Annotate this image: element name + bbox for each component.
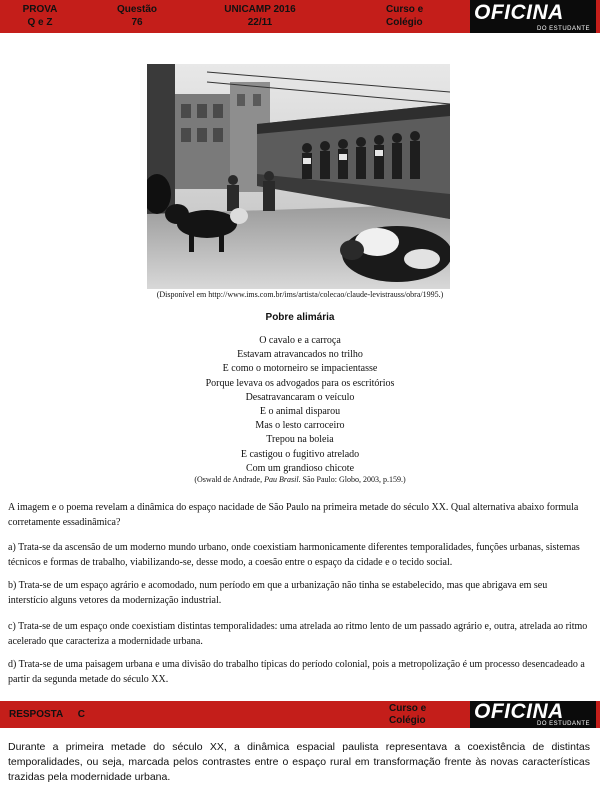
- poem-line: Estavam atravancados no trilho: [237, 349, 363, 361]
- answer-course-cell: [389, 703, 426, 727]
- answer-value: C: [77, 709, 85, 720]
- logo-subtitle: DO ESTUDANTE: [536, 26, 590, 32]
- source-suffix: . São Paulo: Globo, 2003, p.159.): [298, 475, 406, 484]
- answer-label: RESPOSTA: [9, 709, 63, 720]
- course-line2: Colégio: [386, 17, 423, 28]
- poem-line: Porque levava os advogados para os escritórios: [205, 377, 395, 389]
- answer-explanation: Durante a primeira metade do século XX, a dinâmica espacial paulista representava a coexistência de distintas temporalidades, ou seja, marcada pelos contrastes entre o espaço rural em transformação frente às novas características trazidas pela modernidade urbana.: [8, 741, 590, 783]
- alternative-b: b) Trata-se de um espaço agrário e acomodado, num período em que a urbanização não tinha se estabelecido, mas que abrigava em seu interstício alguns vetores da modernização industrial.: [8, 580, 548, 606]
- prova-value: Q e Z: [27, 17, 53, 28]
- answer-label-group: [9, 709, 85, 720]
- alternative-c: c) Trata-se de um espaço onde coexistiam distintas temporalidades: uma atrelada ao ritmo lento de um passado agrário e, outra, atrelada ao ritmo acelerado que caracteriza a modernidade urbana.: [8, 621, 588, 647]
- poem-line: Mas o lesto carroceiro: [255, 420, 345, 432]
- course-cell: [386, 3, 436, 29]
- header-bar: [0, 0, 600, 33]
- course-line2: Colégio: [389, 715, 426, 726]
- photo-caption: (Disponível em http://www.ims.com.br/ims/artista/colecao/claude-levistrauss/obra/1995.): [156, 290, 444, 299]
- course-line1: Curso e: [389, 703, 427, 714]
- alternative-d: d) Trata-se de uma paisagem urbana e uma divisão do trabalho típicas do período colonial, pois a metropolização é um processo desencadeado a partir da segunda metade do século XX.: [8, 659, 585, 685]
- questao-value: 76: [131, 17, 143, 28]
- question-text: A imagem e o poema revelam a dinâmica do espaço nacidade de São Paulo na primeira metade do século XX. Qual alternativa abaixo formula corretamente essadinâmica?: [8, 502, 579, 528]
- alternative-a: a) Trata-se da ascensão de um moderno mundo urbano, onde coexistiam harmonicamente diferentes temporalidades, funções urbanas, sistemas técnicos e formas de trabalho, viabilizando-se, desse modo, a coesão entre o espaço da cidade e o tecido social.: [8, 542, 580, 568]
- poem-body: [0, 334, 600, 476]
- poem-line: Com um grandioso chicote: [245, 462, 355, 474]
- logo-wordmark: OFICINA: [474, 1, 564, 24]
- source-prefix: (Oswald de Andrade,: [194, 475, 265, 484]
- prova-label: PROVA: [22, 4, 58, 15]
- questao-cell: [102, 3, 172, 29]
- poem-line: O cavalo e a carroça: [259, 335, 341, 346]
- poem-line: E como o motorneiro se impacientasse: [222, 363, 378, 375]
- questao-label: Questão: [116, 4, 157, 15]
- poem-source: [0, 475, 600, 484]
- poem-line: Desatravancaram o veículo: [245, 391, 355, 403]
- source-work: Pau Brasil: [264, 475, 299, 484]
- logo-subtitle: DO ESTUDANTE: [536, 721, 590, 727]
- course-line1: Curso e: [386, 4, 424, 15]
- historical-photo: [147, 64, 450, 289]
- poem-line: E o animal disparou: [259, 405, 341, 417]
- logo-wordmark: OFICINA: [474, 700, 564, 723]
- exam-cell: [210, 3, 310, 29]
- poem-title: Pobre alimária: [265, 312, 335, 323]
- exam-date: 22/11: [247, 17, 273, 28]
- poem-line: Trepou na boleia: [266, 434, 334, 446]
- prova-cell: [10, 3, 70, 29]
- street-scene-image: [147, 64, 450, 289]
- oficina-logo: [470, 701, 596, 728]
- exam-label: UNICAMP 2016: [224, 4, 296, 15]
- answer-bar: [0, 701, 600, 728]
- poem-line: E castigou o fugitivo atrelado: [240, 448, 360, 460]
- oficina-logo: [470, 0, 596, 33]
